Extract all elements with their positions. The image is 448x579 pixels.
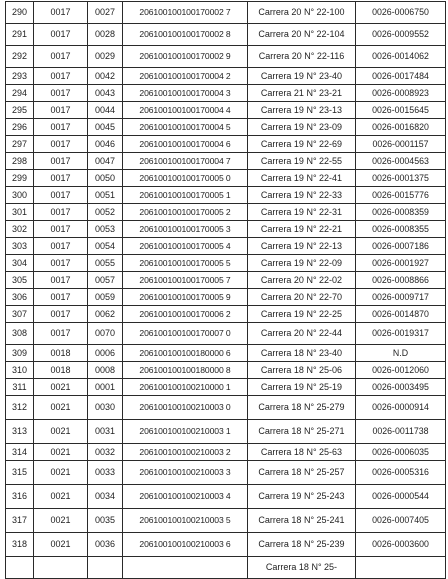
- lot-code-cell: 0028: [88, 24, 123, 46]
- registration-number-cell: 0026-0000914: [356, 396, 446, 420]
- table-row: [6, 306, 446, 323]
- address-cell: Carrera 19 N° 22-55: [248, 153, 356, 170]
- table-row: [6, 46, 446, 68]
- cadastral-code-cell: 206100100100170005 2: [123, 204, 248, 221]
- row-number-cell: 292: [6, 46, 34, 68]
- row-number-cell: 293: [6, 68, 34, 85]
- row-number-cell: 290: [6, 2, 34, 24]
- block-code-cell: 0017: [34, 187, 88, 204]
- cadastral-code-cell: 206100100100170007 0: [123, 323, 248, 345]
- lot-code-cell: 0027: [88, 2, 123, 24]
- block-code-cell: 0017: [34, 24, 88, 46]
- row-number-cell: 298: [6, 153, 34, 170]
- block-code-cell: 0021: [34, 461, 88, 485]
- row-number-cell: 306: [6, 289, 34, 306]
- table-row: [6, 221, 446, 238]
- cadastral-code-cell: 206100100100170004 4: [123, 102, 248, 119]
- block-code-cell: 0021: [34, 396, 88, 420]
- block-code-cell: 0017: [34, 68, 88, 85]
- cadastral-code-cell: 206100100100210003 0: [123, 396, 248, 420]
- row-number-cell: 291: [6, 24, 34, 46]
- cadastral-code-cell: 206100100100170004 2: [123, 68, 248, 85]
- table-row: [6, 323, 446, 345]
- table-row: [6, 509, 446, 533]
- address-cell: Carrera 18 N° 25-241: [248, 509, 356, 533]
- cadastral-code-cell: 206100100100210003 4: [123, 485, 248, 509]
- address-cell: Carrera 21 N° 23-21: [248, 85, 356, 102]
- row-number-cell: 305: [6, 272, 34, 289]
- lot-code-cell: 0032: [88, 444, 123, 461]
- registration-number-cell: 0026-0015645: [356, 102, 446, 119]
- lot-code-cell: 0054: [88, 238, 123, 255]
- block-code-cell: 0017: [34, 255, 88, 272]
- row-number-cell: 304: [6, 255, 34, 272]
- lot-code-cell: 0031: [88, 420, 123, 444]
- block-code-cell: 0021: [34, 485, 88, 509]
- lot-code-cell: 0047: [88, 153, 123, 170]
- cadastral-code-cell: 206100100100170005 7: [123, 272, 248, 289]
- table-row: [6, 379, 446, 396]
- address-cell: Carrera 19 N° 25-19: [248, 379, 356, 396]
- cadastral-code-cell: 206100100100170005 4: [123, 238, 248, 255]
- block-code-cell: 0017: [34, 2, 88, 24]
- row-number-cell: 296: [6, 119, 34, 136]
- block-code-cell: [34, 557, 88, 579]
- cadastral-code-cell: 206100100100170005 0: [123, 170, 248, 187]
- registration-number-cell: 0026-0011738: [356, 420, 446, 444]
- block-code-cell: 0017: [34, 238, 88, 255]
- address-cell: Carrera 18 N° 25-279: [248, 396, 356, 420]
- lot-code-cell: 0030: [88, 396, 123, 420]
- address-cell: Carrera 19 N° 22-41: [248, 170, 356, 187]
- cadastral-code-cell: 206100100100170004 7: [123, 153, 248, 170]
- address-cell: Carrera 19 N° 23-09: [248, 119, 356, 136]
- cadastral-code-cell: 206100100100170005 3: [123, 221, 248, 238]
- cadastral-code-cell: 206100100100170004 3: [123, 85, 248, 102]
- address-cell: Carrera 20 N° 22-104: [248, 24, 356, 46]
- address-cell: Carrera 20 N° 22-100: [248, 2, 356, 24]
- lot-code-cell: 0070: [88, 323, 123, 345]
- row-number-cell: 301: [6, 204, 34, 221]
- registration-number-cell: 0026-0009717: [356, 289, 446, 306]
- block-code-cell: 0017: [34, 323, 88, 345]
- address-cell: Carrera 19 N° 22-33: [248, 187, 356, 204]
- cadastral-code-cell: 206100100100180000 6: [123, 345, 248, 362]
- registration-number-cell: 0026-0003600: [356, 533, 446, 557]
- property-table-body: [6, 2, 446, 579]
- property-table: [5, 1, 446, 579]
- registration-number-cell: 0026-0008923: [356, 85, 446, 102]
- row-number-cell: 295: [6, 102, 34, 119]
- table-row: [6, 345, 446, 362]
- document-page: [5, 1, 448, 572]
- block-code-cell: 0017: [34, 85, 88, 102]
- cadastral-code-cell: [123, 557, 248, 579]
- registration-number-cell: 0026-0014062: [356, 46, 446, 68]
- lot-code-cell: 0053: [88, 221, 123, 238]
- row-number-cell: 299: [6, 170, 34, 187]
- table-row: [6, 420, 446, 444]
- address-cell: Carrera 18 N° 25-239: [248, 533, 356, 557]
- row-number-cell: 311: [6, 379, 34, 396]
- registration-number-cell: 0026-0001375: [356, 170, 446, 187]
- cadastral-code-cell: 206100100100170005 5: [123, 255, 248, 272]
- block-code-cell: 0021: [34, 509, 88, 533]
- cadastral-code-cell: 206100100100170004 5: [123, 119, 248, 136]
- table-row: [6, 2, 446, 24]
- table-row: [6, 444, 446, 461]
- lot-code-cell: [88, 557, 123, 579]
- registration-number-cell: [356, 557, 446, 579]
- address-cell: Carrera 20 N° 22-44: [248, 323, 356, 345]
- registration-number-cell: 0026-0007186: [356, 238, 446, 255]
- row-number-cell: 294: [6, 85, 34, 102]
- table-row: [6, 119, 446, 136]
- registration-number-cell: 0026-0017484: [356, 68, 446, 85]
- row-number-cell: 308: [6, 323, 34, 345]
- table-row: [6, 485, 446, 509]
- registration-number-cell: 0026-0000544: [356, 485, 446, 509]
- registration-number-cell: 0026-0008355: [356, 221, 446, 238]
- address-cell: Carrera 19 N° 22-69: [248, 136, 356, 153]
- row-number-cell: 310: [6, 362, 34, 379]
- row-number-cell: 309: [6, 345, 34, 362]
- table-row: [6, 255, 446, 272]
- table-row: [6, 68, 446, 85]
- address-cell: Carrera 20 N° 22-70: [248, 289, 356, 306]
- table-row: [6, 289, 446, 306]
- block-code-cell: 0017: [34, 289, 88, 306]
- cadastral-code-cell: 206100100100180000 8: [123, 362, 248, 379]
- lot-code-cell: 0044: [88, 102, 123, 119]
- block-code-cell: 0017: [34, 46, 88, 68]
- address-cell: Carrera 20 N° 22-116: [248, 46, 356, 68]
- registration-number-cell: N.D: [356, 345, 446, 362]
- table-row: [6, 396, 446, 420]
- lot-code-cell: 0029: [88, 46, 123, 68]
- cadastral-code-cell: 206100100100170005 1: [123, 187, 248, 204]
- table-row: [6, 24, 446, 46]
- lot-code-cell: 0034: [88, 485, 123, 509]
- row-number-cell: 315: [6, 461, 34, 485]
- row-number-cell: 300: [6, 187, 34, 204]
- registration-number-cell: 0026-0008866: [356, 272, 446, 289]
- block-code-cell: 0021: [34, 420, 88, 444]
- cadastral-code-cell: 206100100100210003 2: [123, 444, 248, 461]
- address-cell: Carrera 19 N° 22-13: [248, 238, 356, 255]
- lot-code-cell: 0006: [88, 345, 123, 362]
- block-code-cell: 0018: [34, 345, 88, 362]
- cadastral-code-cell: 206100100100210000 1: [123, 379, 248, 396]
- registration-number-cell: 0026-0016820: [356, 119, 446, 136]
- address-cell: Carrera 19 N° 23-13: [248, 102, 356, 119]
- table-row: [6, 533, 446, 557]
- block-code-cell: 0017: [34, 272, 88, 289]
- registration-number-cell: 0026-0009552: [356, 24, 446, 46]
- cadastral-code-cell: 206100100100210003 5: [123, 509, 248, 533]
- lot-code-cell: 0062: [88, 306, 123, 323]
- address-cell: Carrera 19 N° 23-40: [248, 68, 356, 85]
- row-number-cell: 316: [6, 485, 34, 509]
- table-row: [6, 85, 446, 102]
- block-code-cell: 0017: [34, 119, 88, 136]
- lot-code-cell: 0033: [88, 461, 123, 485]
- lot-code-cell: 0043: [88, 85, 123, 102]
- lot-code-cell: 0042: [88, 68, 123, 85]
- lot-code-cell: 0045: [88, 119, 123, 136]
- table-row: [6, 102, 446, 119]
- lot-code-cell: 0051: [88, 187, 123, 204]
- block-code-cell: 0017: [34, 102, 88, 119]
- lot-code-cell: 0001: [88, 379, 123, 396]
- address-cell: Carrera 18 N° 25-257: [248, 461, 356, 485]
- cadastral-code-cell: 206100100100170006 2: [123, 306, 248, 323]
- registration-number-cell: 0026-0006750: [356, 2, 446, 24]
- registration-number-cell: 0026-0001927: [356, 255, 446, 272]
- table-row: [6, 204, 446, 221]
- row-number-cell: 313: [6, 420, 34, 444]
- table-row: [6, 272, 446, 289]
- lot-code-cell: 0035: [88, 509, 123, 533]
- table-row: [6, 187, 446, 204]
- cadastral-code-cell: 206100100100170002 7: [123, 2, 248, 24]
- registration-number-cell: 0026-0007405: [356, 509, 446, 533]
- address-cell: Carrera 18 N° 25-63: [248, 444, 356, 461]
- registration-number-cell: 0026-0004563: [356, 153, 446, 170]
- registration-number-cell: 0026-0001157: [356, 136, 446, 153]
- registration-number-cell: 0026-0019317: [356, 323, 446, 345]
- cadastral-code-cell: 206100100100170002 9: [123, 46, 248, 68]
- table-row: [6, 153, 446, 170]
- block-code-cell: 0017: [34, 306, 88, 323]
- row-number-cell: [6, 557, 34, 579]
- address-cell: Carrera 20 N° 22-02: [248, 272, 356, 289]
- row-number-cell: 307: [6, 306, 34, 323]
- address-cell: Carrera 18 N° 23-40: [248, 345, 356, 362]
- cadastral-code-cell: 206100100100170002 8: [123, 24, 248, 46]
- row-number-cell: 317: [6, 509, 34, 533]
- block-code-cell: 0021: [34, 533, 88, 557]
- registration-number-cell: 0026-0015776: [356, 187, 446, 204]
- address-cell: Carrera 18 N° 25-06: [248, 362, 356, 379]
- address-cell: Carrera 19 N° 22-09: [248, 255, 356, 272]
- address-cell: Carrera 18 N° 25-: [248, 557, 356, 579]
- address-cell: Carrera 19 N° 22-25: [248, 306, 356, 323]
- registration-number-cell: 0026-0003495: [356, 379, 446, 396]
- registration-number-cell: 0026-0006035: [356, 444, 446, 461]
- cadastral-code-cell: 206100100100210003 1: [123, 420, 248, 444]
- cadastral-code-cell: 206100100100210003 3: [123, 461, 248, 485]
- registration-number-cell: 0026-0008359: [356, 204, 446, 221]
- registration-number-cell: 0026-0005316: [356, 461, 446, 485]
- lot-code-cell: 0057: [88, 272, 123, 289]
- address-cell: Carrera 19 N° 25-243: [248, 485, 356, 509]
- registration-number-cell: 0026-0014870: [356, 306, 446, 323]
- address-cell: Carrera 19 N° 22-21: [248, 221, 356, 238]
- lot-code-cell: 0059: [88, 289, 123, 306]
- block-code-cell: 0017: [34, 170, 88, 187]
- row-number-cell: 314: [6, 444, 34, 461]
- row-number-cell: 318: [6, 533, 34, 557]
- table-row: [6, 136, 446, 153]
- block-code-cell: 0021: [34, 444, 88, 461]
- registration-number-cell: 0026-0012060: [356, 362, 446, 379]
- row-number-cell: 297: [6, 136, 34, 153]
- block-code-cell: 0021: [34, 379, 88, 396]
- table-row: [6, 170, 446, 187]
- address-cell: Carrera 18 N° 25-271: [248, 420, 356, 444]
- cadastral-code-cell: 206100100100210003 6: [123, 533, 248, 557]
- lot-code-cell: 0046: [88, 136, 123, 153]
- block-code-cell: 0017: [34, 153, 88, 170]
- table-row: [6, 461, 446, 485]
- address-cell: Carrera 19 N° 22-31: [248, 204, 356, 221]
- block-code-cell: 0017: [34, 136, 88, 153]
- row-number-cell: 302: [6, 221, 34, 238]
- lot-code-cell: 0008: [88, 362, 123, 379]
- cadastral-code-cell: 206100100100170004 6: [123, 136, 248, 153]
- cadastral-code-cell: 206100100100170005 9: [123, 289, 248, 306]
- lot-code-cell: 0052: [88, 204, 123, 221]
- table-row: [6, 362, 446, 379]
- table-row: [6, 238, 446, 255]
- lot-code-cell: 0055: [88, 255, 123, 272]
- table-row: [6, 557, 446, 579]
- row-number-cell: 312: [6, 396, 34, 420]
- block-code-cell: 0017: [34, 204, 88, 221]
- lot-code-cell: 0050: [88, 170, 123, 187]
- row-number-cell: 303: [6, 238, 34, 255]
- block-code-cell: 0017: [34, 221, 88, 238]
- block-code-cell: 0018: [34, 362, 88, 379]
- lot-code-cell: 0036: [88, 533, 123, 557]
